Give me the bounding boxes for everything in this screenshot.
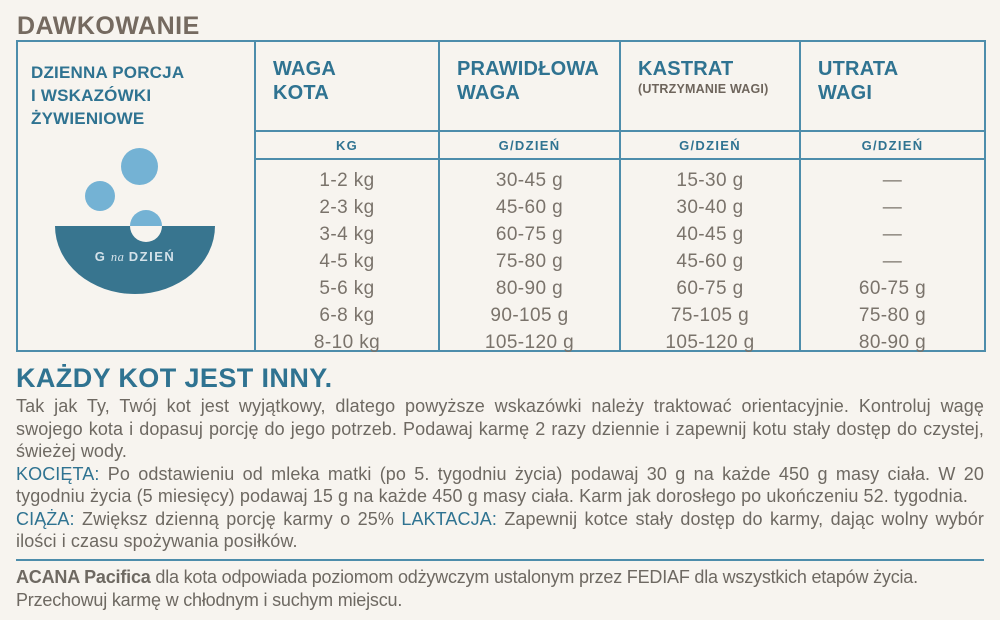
- general-note-text: Tak jak Ty, Twój kot jest wyjątkowy, dlatego powyższe wskazówki należy traktować orientacyjnie. Kontroluj wagę swojego kota i dopasuj porcję do jego potrzeb. Podawaj karmę 2 razy dziennie i zapewnij kotu stały dostęp do czystej, świeżej wody.: [16, 396, 984, 461]
- table-cell: 3-4 kg: [319, 224, 375, 245]
- header-line: WAGI: [818, 82, 873, 104]
- bowl-label-na: na: [110, 250, 125, 264]
- general-note: [16, 395, 984, 463]
- lactation-label: LAKTACJA:: [401, 508, 497, 529]
- values-column-cat-weight: [256, 160, 440, 353]
- table-cell: 80-90 g: [495, 278, 564, 299]
- table-cell: 45-60 g: [495, 197, 564, 218]
- unit-label: G/DZIEŃ: [498, 137, 561, 153]
- table-cell: 90-105 g: [490, 305, 569, 326]
- unit-label: G/DZIEŃ: [861, 137, 924, 153]
- panel-heading-line1: DZIENNA PORCJA: [31, 63, 185, 82]
- table-cell: 60-75 g: [858, 278, 927, 299]
- header-line: WAGA: [457, 82, 521, 104]
- notes-section: [16, 364, 984, 612]
- column-header-cat-weight: [256, 42, 440, 132]
- header-line: PRAWIDŁOWA: [457, 58, 599, 80]
- table-cell: —: [882, 197, 903, 218]
- table-cell: 105-120 g: [665, 332, 755, 353]
- table-cell: 75-80 g: [495, 251, 564, 272]
- table-cell: 80-90 g: [858, 332, 927, 353]
- table-cell: 6-8 kg: [319, 305, 375, 326]
- kittens-text: Po odstawieniu od mleka matki (po 5. tygodniu życia) podawaj 30 g na każde 450 g masy ciała. W 20 tygodniu życia (5 miesięcy) podawaj 15 g na każde 450 g masy ciała. Karm jak dorosłego po ukończeniu 52. tygodnia.: [16, 463, 984, 506]
- table-cell: 30-45 g: [495, 170, 564, 191]
- kittens-note: [16, 463, 984, 508]
- values-column-weight-loss: [801, 160, 984, 353]
- brand-name: ACANA Pacifica: [16, 566, 151, 587]
- values-column-correct-weight: [440, 160, 621, 353]
- dosing-table: [16, 40, 986, 352]
- header-line: KOTA: [273, 82, 329, 104]
- table-cell: —: [882, 170, 903, 191]
- values-column-neutered: [621, 160, 801, 353]
- unit-cell-g-per-day: [801, 132, 984, 160]
- table-cell: 4-5 kg: [319, 251, 375, 272]
- bowl-label-g: G: [94, 249, 107, 264]
- divider-line: [16, 559, 984, 561]
- header-line: UTRATA: [818, 58, 899, 80]
- kibble-circle: [121, 148, 158, 185]
- table-cell: 30-40 g: [676, 197, 744, 218]
- section-heading: KAŻDY KOT JEST INNY.: [16, 363, 333, 393]
- storage-note: [16, 566, 984, 612]
- column-header-weight-loss: [801, 42, 984, 132]
- column-header-correct-weight: [440, 42, 621, 132]
- table-cell: 75-80 g: [858, 305, 927, 326]
- header-line: KASTRAT: [638, 58, 734, 80]
- feeding-guide-page: [0, 12, 1000, 620]
- header-note: (UTRZYMANIE WAGI): [638, 82, 769, 96]
- kibble-circle: [85, 181, 115, 211]
- unit-cell-g-per-day: [440, 132, 621, 160]
- pregnancy-lactation-note: [16, 508, 984, 553]
- table-cell: —: [882, 251, 903, 272]
- table-cell: 75-105 g: [670, 305, 750, 326]
- kibble-half-circle: [130, 210, 162, 242]
- table-cell: 60-75 g: [676, 278, 744, 299]
- table-cell: 40-45 g: [676, 224, 744, 245]
- unit-cell-kg: [256, 132, 440, 160]
- table-cell: 15-30 g: [676, 170, 744, 191]
- table-cell: 105-120 g: [484, 332, 575, 353]
- table-cell: 60-75 g: [495, 224, 564, 245]
- header-line: WAGA: [273, 58, 337, 80]
- table-cell: 8-10 kg: [313, 332, 381, 353]
- bowl-label-dzien: DZIEŃ: [128, 249, 176, 264]
- table-cell: 1-2 kg: [319, 170, 375, 191]
- food-bowl-icon: [18, 42, 254, 348]
- bowl-label: [55, 248, 215, 266]
- page-title: DAWKOWANIE: [17, 12, 200, 40]
- unit-label: KG: [335, 137, 359, 153]
- lactation-text: Zapewnij kotce stały dostęp do karmy, dając wolny wybór ilości i czasu spożywania posiłków.: [16, 508, 984, 551]
- panel-heading-line2: I WSKAZÓWKI ŻYWIENIOWE: [31, 86, 152, 128]
- left-info-panel: [18, 42, 256, 350]
- column-header-neutered: [621, 42, 801, 132]
- pregnancy-label: CIĄŻA:: [16, 508, 75, 529]
- unit-label: G/DZIEŃ: [679, 137, 741, 153]
- pregnancy-text: Zwiększ dzienną porcję karmy o 25%: [82, 508, 394, 529]
- unit-cell-g-per-day: [621, 132, 801, 160]
- table-cell: 5-6 kg: [319, 278, 375, 299]
- storage-text: dla kota odpowiada poziomom odżywczym ustalonym przez FEDIAF dla wszystkich etapów życia. Przechowuj karmę w chłodnym i suchym miejscu.: [16, 566, 918, 610]
- table-cell: 45-60 g: [676, 251, 744, 272]
- table-cell: —: [882, 224, 903, 245]
- table-cell: 2-3 kg: [319, 197, 375, 218]
- kittens-label: KOCIĘTA:: [16, 463, 100, 484]
